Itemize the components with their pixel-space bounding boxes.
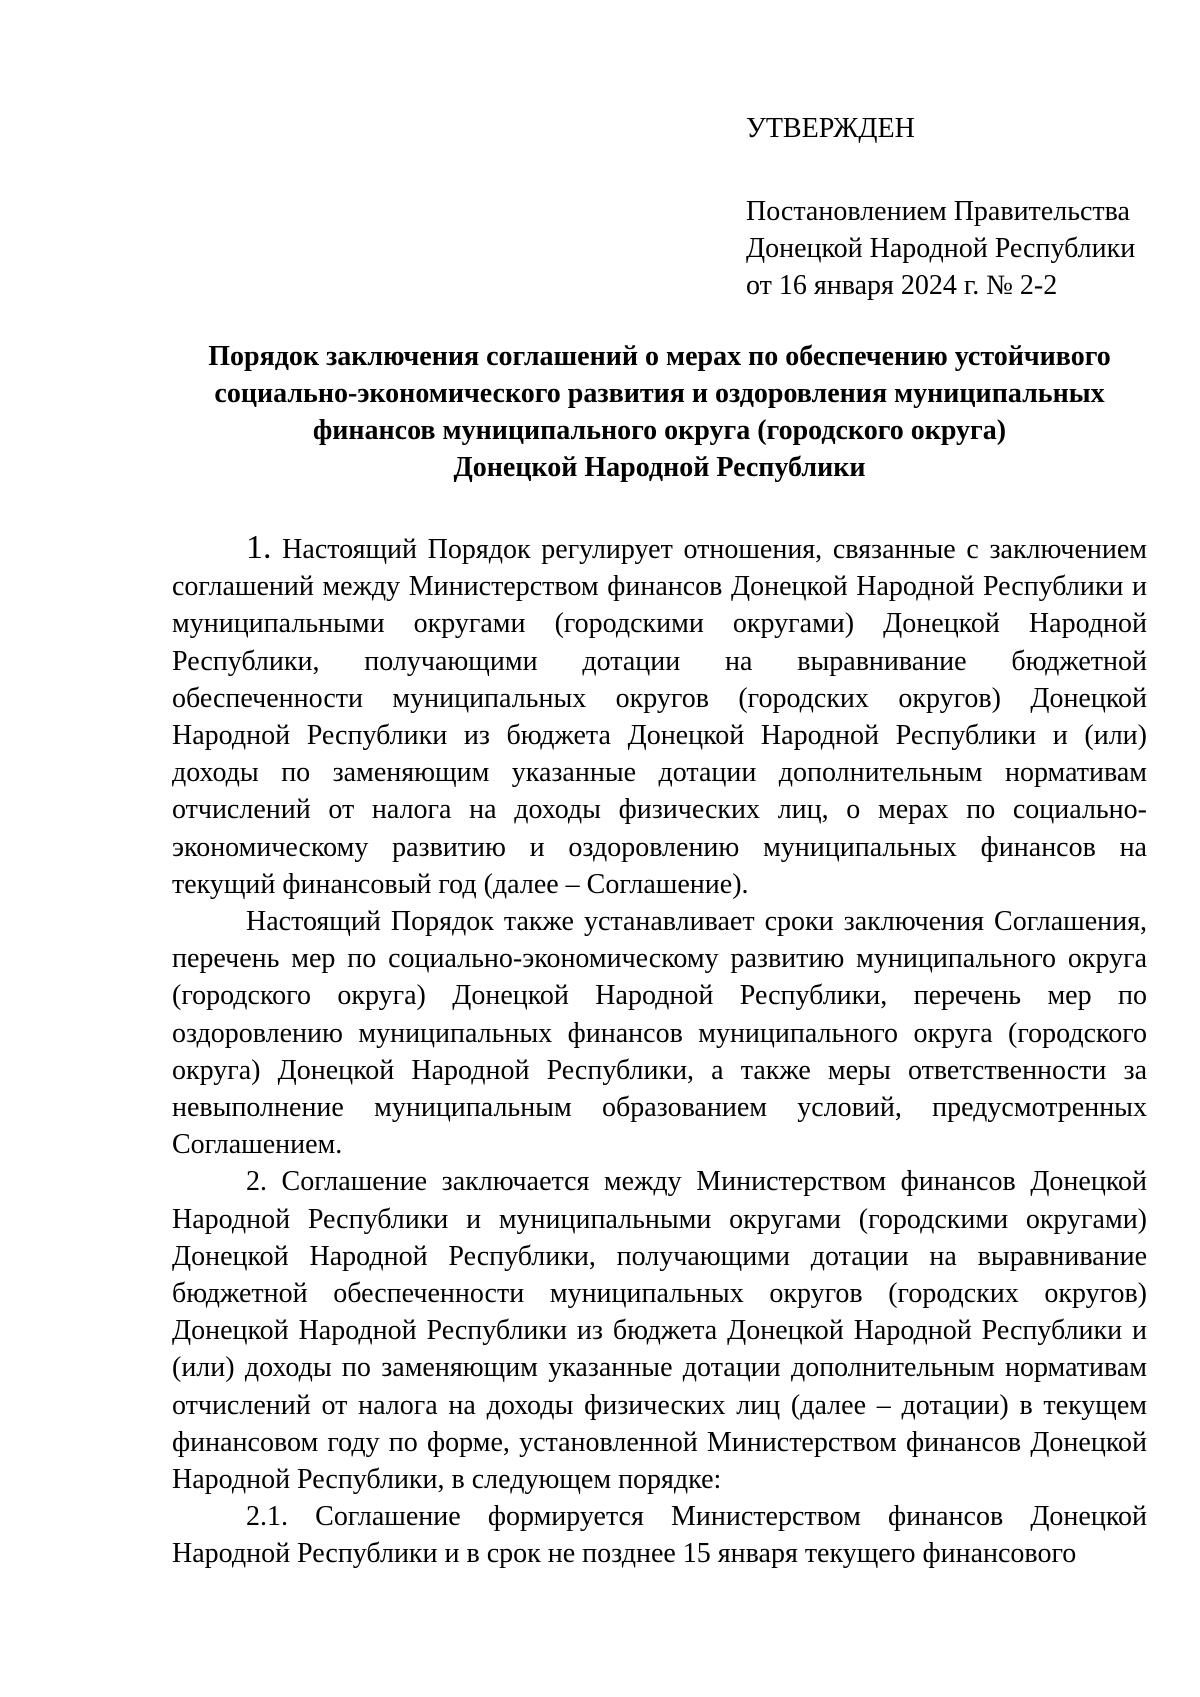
- paragraph-text: Настоящий Порядок регулирует отношения, связанные с заключением соглашений между Министерством финансов Донецкой Народной Республики и муниципальными округами (городскими округами) Донецкой Народной Республики, получающими дотации на выравнивание бюджетной обеспеченности муниципальных округов (городских округов) Донецкой Народной Республики из бюджета Донецкой Народной Республики и (или) доходы по заменяющим указанные дотации дополнительным нормативам отчислений от налога на доходы физических лиц, о мерах по социально-экономическому развитию и оздоровлению муниципальных финансов на текущий финансовый год (далее – Соглашение).: [172, 534, 1147, 900]
- approval-line: Донецкой Народной Республики: [746, 233, 1136, 264]
- paragraph-3: 2. Соглашение заключается между Министерством финансов Донецкой Народной Республики и муниципальными округами (городскими округами) Донецкой Народной Республики, получающими дотации на выравнивание бюджетной обеспеченности муниципальных округов (городских округов) Донецкой Народной Республики из бюджета Донецкой Народной Республики и (или) доходы по заменяющим указанные дотации дополнительным нормативам отчислений от налога на доходы физических лиц (далее – дотации) в текущем финансовом году по форме, установленной Министерством финансов Донецкой Народной Республики, в следующем порядке:: [172, 1166, 1147, 1496]
- title-line: Порядок заключения соглашений о мерах по обеспечению устойчивого: [208, 341, 1111, 372]
- paragraph-4: 2.1. Соглашение формируется Министерством финансов Донецкой Народной Республики и в срок не позднее 15 января текущего финансового: [172, 1501, 1147, 1570]
- title-line: финансов муниципального округа (городского округа): [312, 415, 1007, 446]
- approval-line: Постановлением Правительства: [746, 196, 1130, 227]
- approval-block: [746, 110, 1166, 304]
- title-line: социально-экономического развития и оздоровления муниципальных: [214, 378, 1105, 409]
- title-line: Донецкой Народной Республики: [453, 452, 866, 483]
- paragraph-1: [172, 529, 1147, 903]
- document-title: [172, 338, 1147, 486]
- paragraph-2: Настоящий Порядок также устанавливает сроки заключения Соглашения, перечень мер по социально-экономическому развитию муниципального округа (городского округа) Донецкой Народной Республики, перечень мер по оздоровлению муниципальных финансов муниципального округа (городского округа) Донецкой Народной Республики, а также меры ответственности за невыполнение муниципальным образованием условий, предусмотренных Соглашением.: [172, 906, 1147, 1161]
- approval-heading: УТВЕРЖДЕН: [746, 113, 915, 144]
- paragraph-number: 1.: [246, 529, 272, 566]
- approval-line: от 16 января 2024 г. № 2-2: [746, 270, 1058, 301]
- document-body: [172, 529, 1147, 1573]
